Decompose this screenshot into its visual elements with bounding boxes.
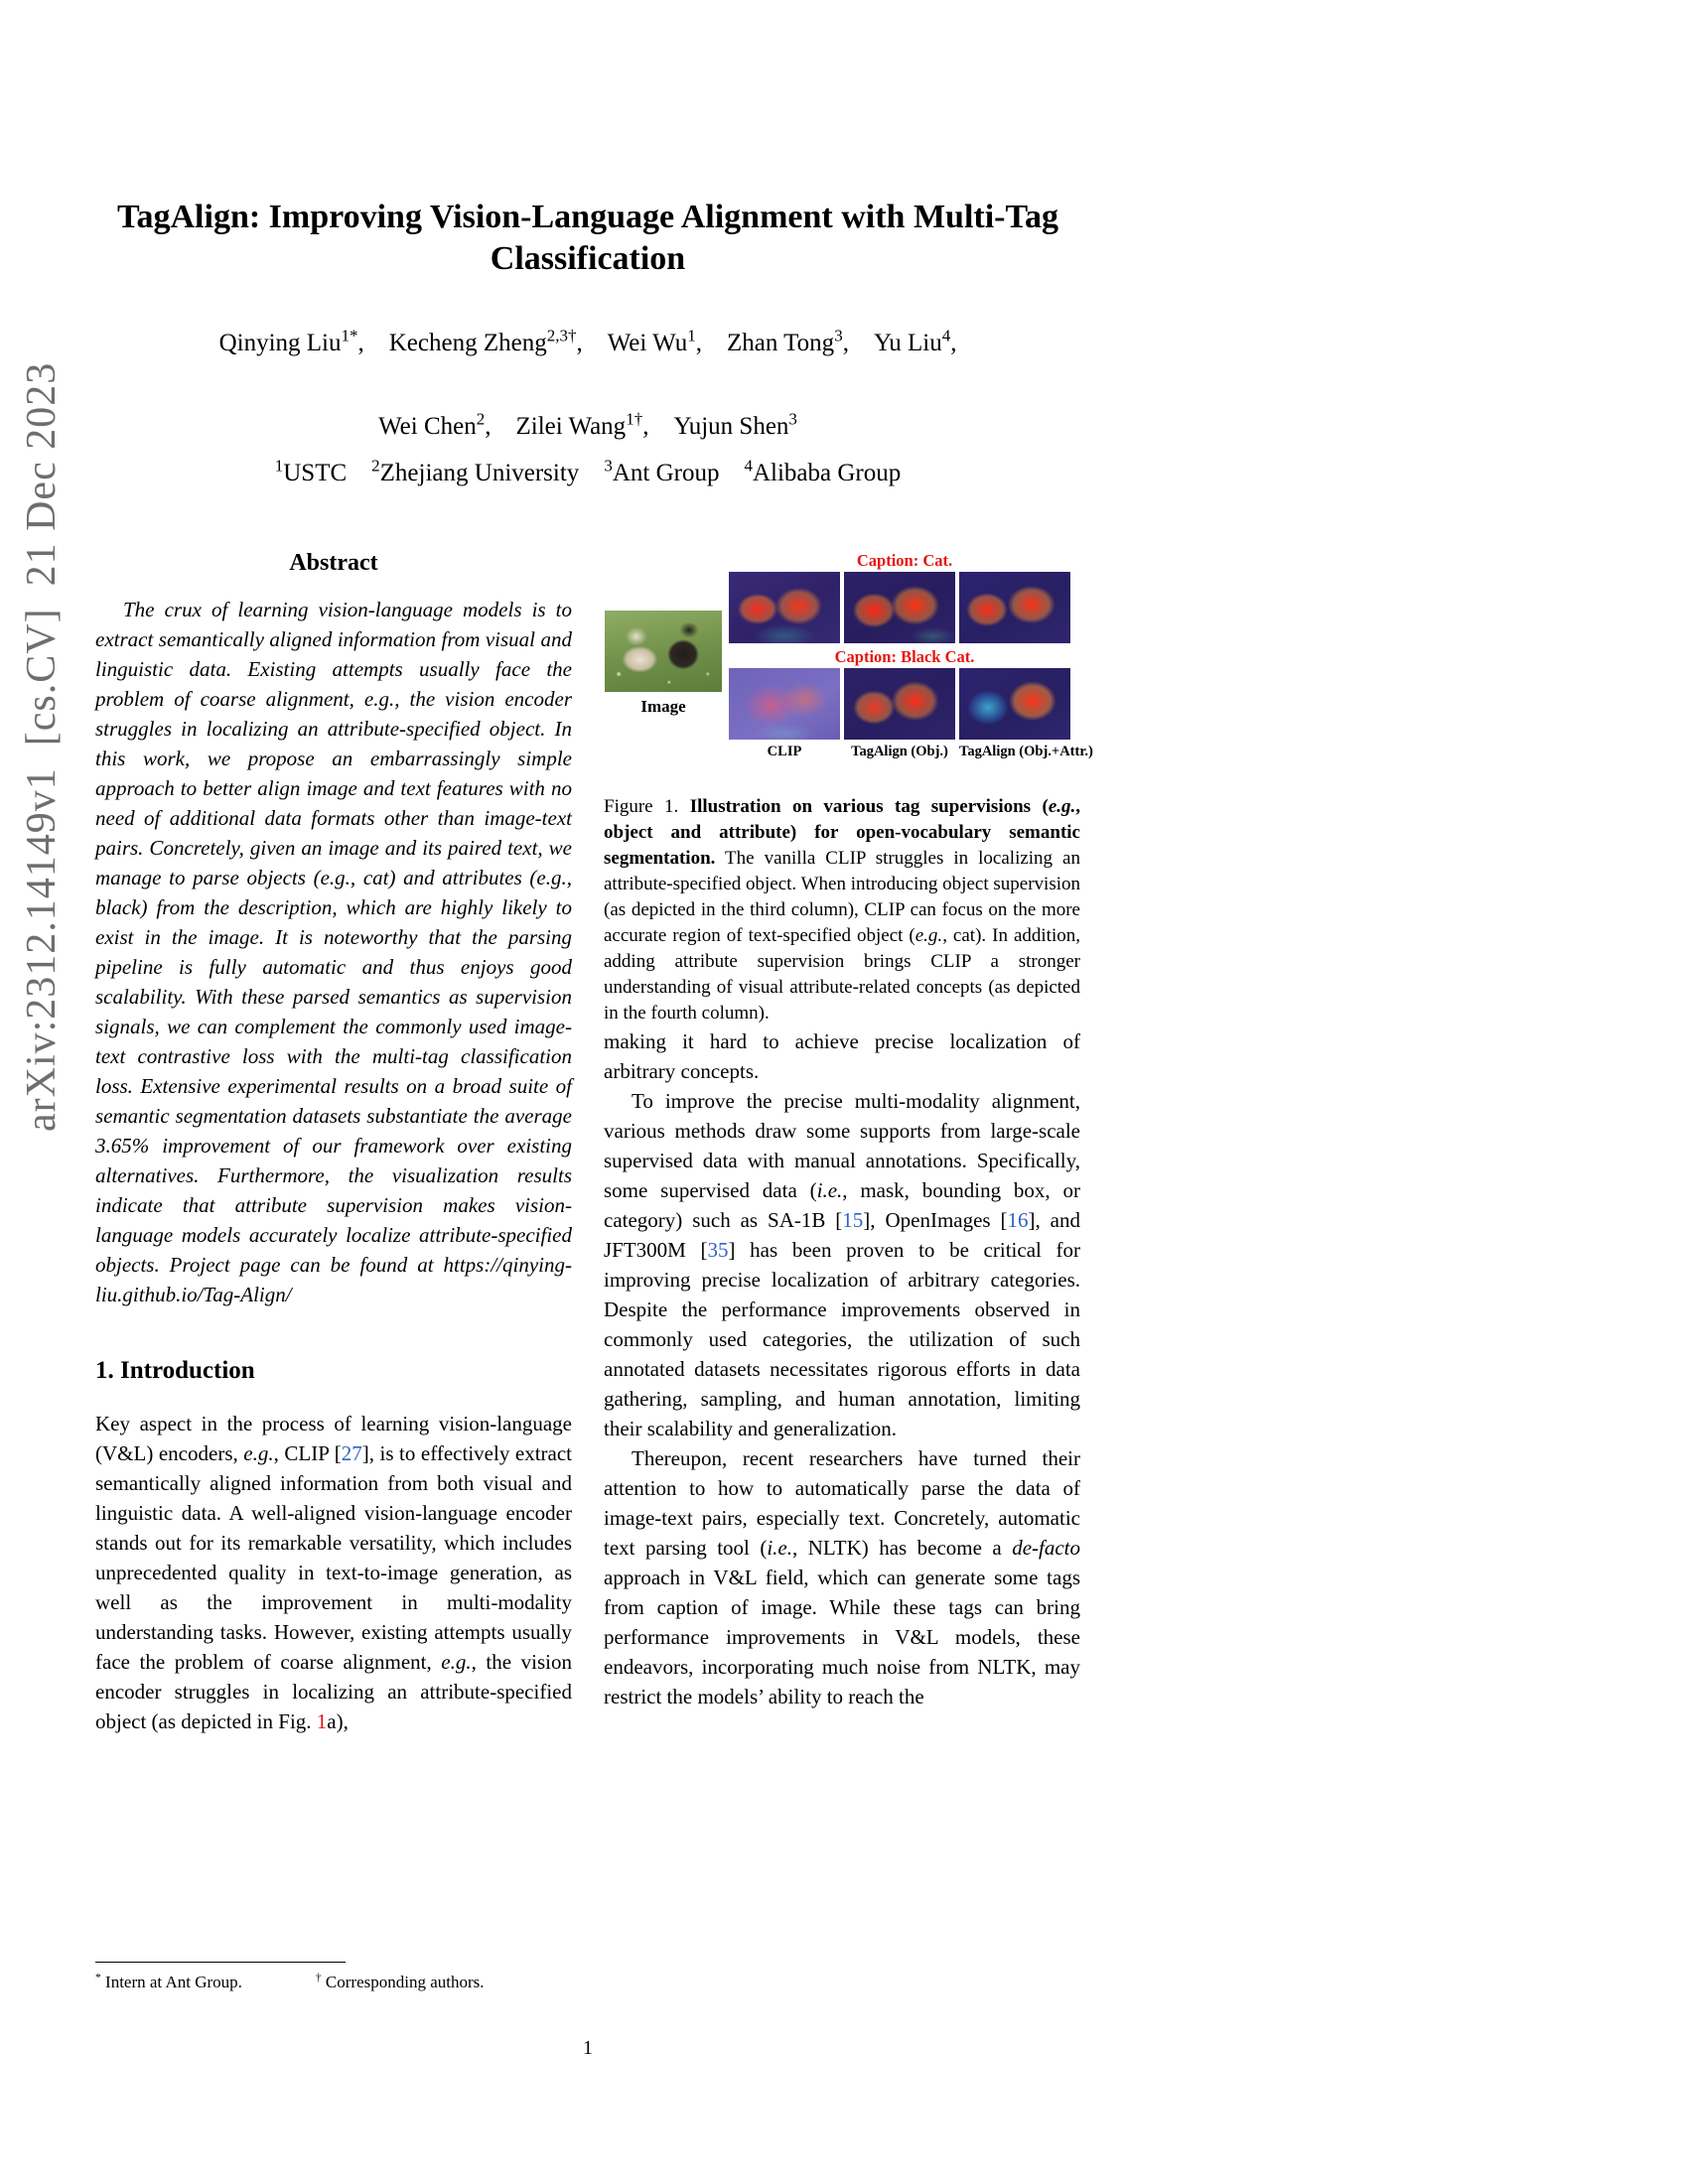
footnote-corresponding: † Corresponding authors.	[315, 1971, 485, 1991]
heatmap-tagalign-obj-cat	[844, 572, 955, 643]
figure1-source-image	[605, 611, 722, 692]
citation-link[interactable]: 15	[842, 1208, 864, 1232]
right-column	[604, 548, 1093, 1993]
figure1-col-label-tagalign-objattr: TagAlign (Obj.+Attr.)	[959, 744, 1093, 759]
figure1-caption-black-cat-label: Caption: Black Cat.	[834, 647, 975, 666]
footnote-block	[95, 1962, 572, 1993]
figure1-col-label-clip: CLIP	[767, 744, 802, 759]
figure-reference-link[interactable]: 1	[316, 1709, 328, 1733]
two-column-body	[95, 548, 1093, 1993]
figure-1	[604, 550, 1093, 760]
right-paragraph-1: making it hard to achieve precise localization of arbitrary concepts.	[604, 1029, 1080, 1083]
authors-line-1: Qinying Liu$^{1*}$, Kecheng Zheng$^{2,3\dagger}$, Wei Wu$^1$, Zhan Tong$^3$, Yu Liu$^4$,	[218, 326, 957, 356]
abstract-heading: Abstract	[289, 550, 378, 576]
figure1-source-cell	[604, 550, 723, 760]
figure1-column-labels	[729, 744, 1093, 760]
citation-link[interactable]: 27	[341, 1441, 362, 1465]
paper-content	[95, 0, 1093, 2060]
figure1-heatmap-panel	[729, 550, 1093, 760]
right-paragraph-2: To improve the precise multi-modality alignment, various methods draw some supports from large-scale supervised data with manual annotations. Specifically, some supervised data (i.e., mask, bounding box, or category) such as SA-1B [15], OpenImages [16], and JFT300M [35] has been proven to be critical for improving precise localization of arbitrary categories. Despite the performance improvements observed in commonly used categories, the utilization of such annotated datasets necessitates rigorous efforts in data gathering, sampling, and human annotation, limiting their scalability and generalization.	[604, 1089, 1080, 1440]
intro-paragraph-1: Key aspect in the process of learning vision-language (V&L) encoders, e.g., CLIP [27], is to effectively extract semantically aligned information from both visual and linguistic data. A well-aligned vision-language encoder stands out for its remarkable versatility, which includes unprecedented quality in text-to-image generation, as well as the improvement in multi-modality understanding tasks. However, existing attempts usually face the problem of coarse alignment, e.g., the vision encoder struggles in localizing an attribute-specified object (as depicted in Fig. 1a),	[95, 1412, 572, 1733]
figure1-caption-cat-label: Caption: Cat.	[856, 551, 953, 570]
affiliations: $^1$USTC $^2$Zhejiang University $^3$Ant Group $^4$Alibaba Group	[274, 456, 902, 486]
heatmap-tagalign-objattr-cat	[959, 572, 1070, 643]
heatmap-clip-cat	[729, 572, 840, 643]
figure1-grid	[604, 550, 1093, 760]
figure1-row-black-cat	[729, 668, 1080, 740]
footnote-intern: * Intern at Ant Group.	[95, 1971, 242, 1991]
figure1-caption: Figure 1. Illustration on various tag supervisions (e.g., object and attribute) for open-vocabulary semantic segmentation. The vanilla CLIP struggles in localizing an attribute-specified object. When introducing object supervision (as depicted in the third column), CLIP can focus on the more accurate region of text-specified object (e.g., cat). In addition, adding attribute supervision brings CLIP a stronger understanding of visual attribute-related concepts (as depicted in the fourth column).	[604, 796, 1080, 1024]
abstract-text: The crux of learning vision-language models is to extract semantically aligned information from visual and linguistic data. Existing attempts usually face the problem of coarse alignment, e.g., the vision encoder struggles in localizing an attribute-specified object. In this work, we propose an embarrassingly simple approach to better align image and text features with no need of additional data formats other than image-text pairs. Concretely, given an image and its paired text, we manage to parse objects (e.g., cat) and attributes (e.g., black) from the description, which are highly likely to exist in the image. It is noteworthy that the parsing pipeline is fully automatic and thus enjoys good scalability. With these parsed semantics as supervision signals, we can complement the commonly used image-text contrastive loss with the multi-tag classification loss. Extensive experimental results on a broad suite of semantic segmentation datasets substantiate the average 3.65% improvement of our framework over existing alternatives. Furthermore, the visualization results indicate that attribute supervision makes vision-language models accurately localize attribute-specified objects. Project page can be found at https://qinying-liu.github.io/Tag-Align/	[95, 598, 572, 1306]
figure1-col-label-tagalign-obj: TagAlign (Obj.)	[851, 744, 948, 759]
heatmap-clip-black-cat	[729, 668, 840, 740]
heatmap-tagalign-obj-black-cat	[844, 668, 955, 740]
footnote-rule	[95, 1962, 346, 1963]
right-paragraph-3: Thereupon, recent researchers have turned their attention to how to automatically parse the data of image-text pairs, especially text. Concretely, automatic text parsing tool (i.e., NLTK) has become a de-facto approach in V&L field, which can generate some tags from caption of image. While these tags can bring performance improvements in V&L models, these endeavors, incorporating much noise from NLTK, may restrict the models’ ability to reach the	[604, 1446, 1080, 1708]
figure1-image-label: Image	[640, 696, 686, 716]
figure1-row-cat	[729, 572, 1080, 643]
page-number: 1	[583, 2037, 593, 2059]
citation-link[interactable]: 16	[1007, 1208, 1029, 1232]
authors-line-2: Wei Chen$^2$, Zilei Wang$^{1\dagger}$, Yujun Shen$^3$	[378, 409, 797, 440]
paper-title: TagAlign: Improving Vision-Language Alignment with Multi-Tag Classification	[116, 199, 1059, 277]
section-heading-introduction: 1. Introduction	[95, 1357, 255, 1384]
heatmap-tagalign-objattr-black-cat	[959, 668, 1070, 740]
arxiv-watermark: arXiv:2312.14149v1 [cs.CV] 21 Dec 2023	[19, 361, 65, 1132]
citation-link[interactable]: 35	[707, 1238, 729, 1262]
left-column	[95, 548, 572, 1993]
